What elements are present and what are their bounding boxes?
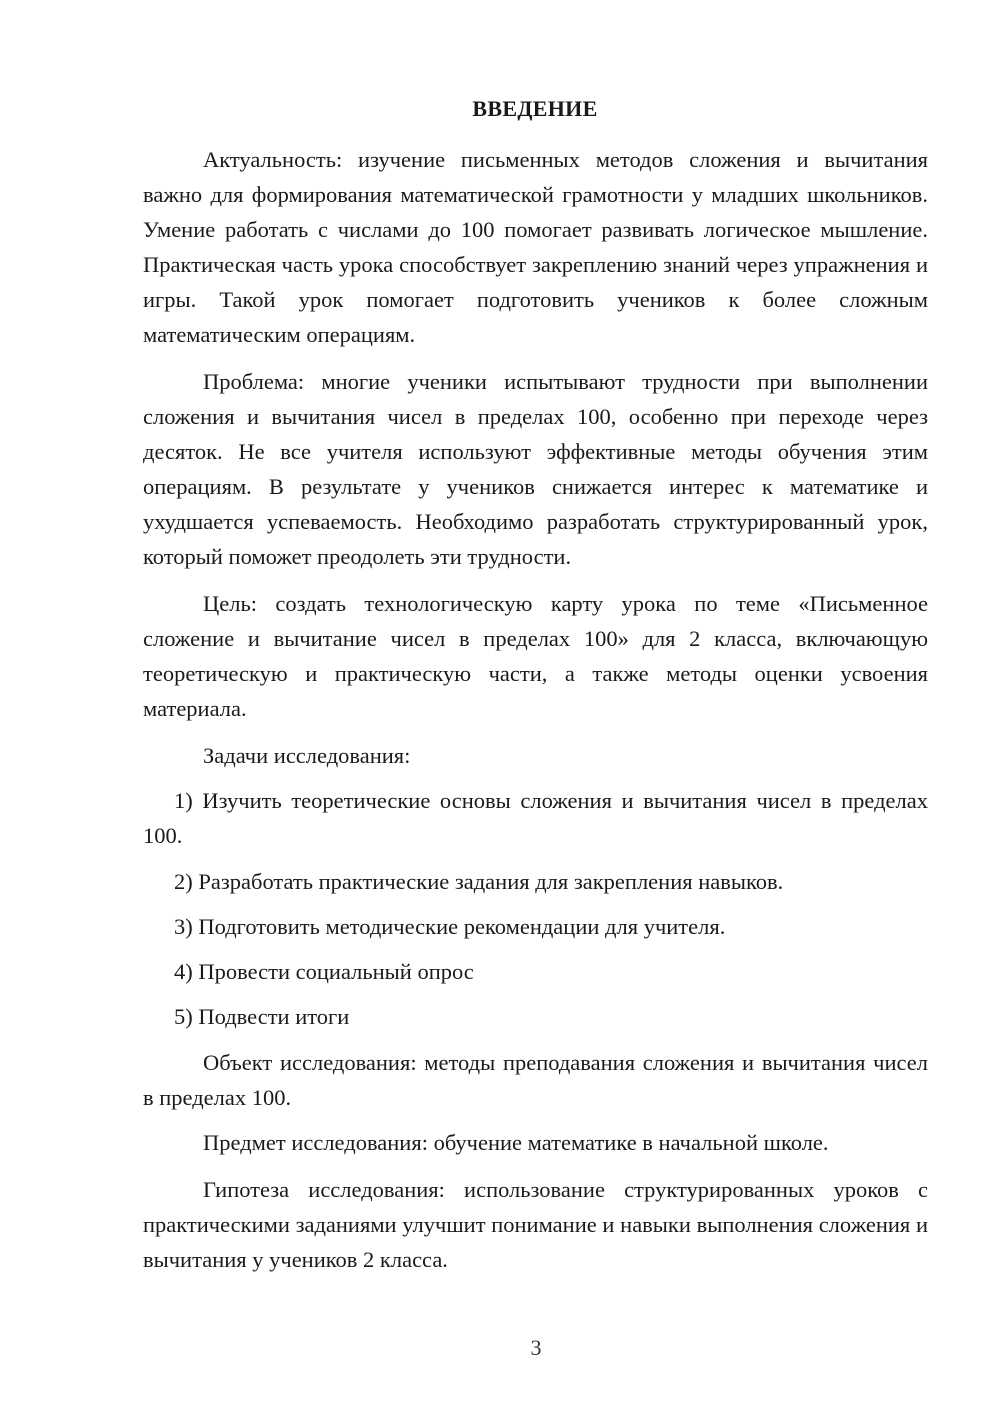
tasks-heading: Задачи исследования: [203,743,411,768]
task-item-5: 5) Подвести итоги [174,1004,350,1029]
paragraph-object: Объект исследования: методы преподавания сложения и вычитания чисел в пределах 100. [143,1050,928,1110]
task-item-4: 4) Провести социальный опрос [174,959,474,984]
section-title: ВВЕДЕНИЕ [472,96,598,121]
paragraph-goal: Цель: создать технологическую карту урока по теме «Письменное сложение и вычитание чисел в пределах 100» для 2 класса, включающую теоретическую и практическую части, а также методы оценки усвоения материала. [143,591,928,721]
paragraph-subject: Предмет исследования: обучение математике в начальной школе. [203,1130,829,1155]
task-item-3: 3) Подготовить методические рекомендации для учителя. [174,914,726,939]
task-item-2: 2) Разработать практические задания для закрепления навыков. [174,869,784,894]
task-item-1: 1) Изучить теоретические основы сложения и вычитания чисел в пределах 100. [143,788,928,848]
paragraph-relevance: Актуальность: изучение письменных методов сложения и вычитания важно для формирования математической грамотности у младших школьников. Умение работать с числами до 100 помогает развивать логическое мышление. Практическая часть урока способствует закреплению знаний через упражнения и игры. Такой урок помогает подготовить учеников к более сложным математическим операциям. [143,147,928,347]
paragraph-hypothesis: Гипотеза исследования: использование структурированных уроков с практическими заданиями улучшит понимание и навыки выполнения сложения и вычитания у учеников 2 класса. [143,1177,928,1272]
page-number: 3 [530,1335,542,1360]
paragraph-problem: Проблема: многие ученики испытывают трудности при выполнении сложения и вычитания чисел в пределах 100, особенно при переходе через десяток. Не все учителя используют эффективные методы обучения этим операциям. В результате у учеников снижается интерес к математике и ухудшается успеваемость. Необходимо разработать структурированный урок, который поможет преодолеть эти трудности. [143,369,928,569]
